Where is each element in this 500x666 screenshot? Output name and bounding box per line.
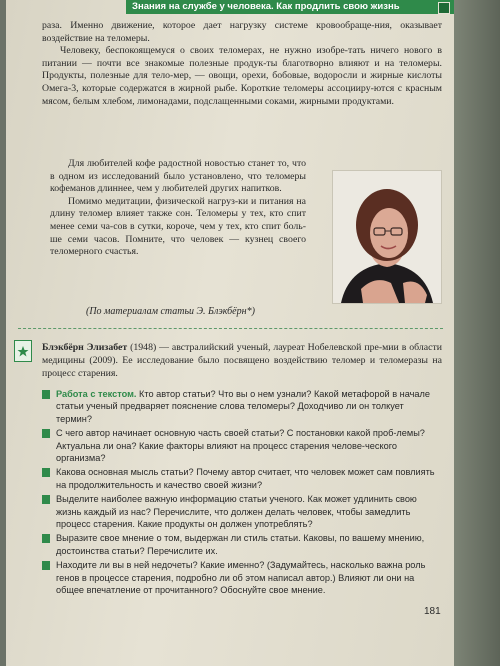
page-edge-shadow [454,0,500,666]
article-paragraph-3: Для любителей кофе радостной новостью станет то, что в одном из исследований было установлено, что теломеры кофеманов длиннее, чем у любителей других напитков. [50,158,306,195]
section-divider [18,328,443,329]
question-item [42,559,442,596]
page-number: 181 [424,606,441,617]
green-square-marker-icon [42,390,50,399]
question-text: Выделите наиболее важную информацию статьи ученого. Как может удлинить свою жизнь каждый из нас? Перечислите, что должен делать человек, чтобы замедлить процесс старения. Какие продукты он должен употреблять? [56,494,417,530]
green-square-marker-icon [42,468,50,477]
question-item [42,466,442,491]
author-bio-text: (1948) — австралийский ученый, лауреат Нобелевской пре-мии в области медицины (2009). Ее исследование было посвящено воздействию теломер и теломеразы на процесс старения. [42,342,442,379]
green-square-marker-icon [42,561,50,570]
question-text: Находите ли вы в ней недочеты? Какие именно? (Задумайтесь, насколько важна роль генов в процессе старения, подробно ли об этом написал автор.) Влияют ли они на общее впечатление от прочитанного? Обоснуйте свое мнение. [56,560,426,596]
green-square-marker-icon [42,429,50,438]
author-portrait-photo [332,170,442,304]
question-item [42,427,442,464]
green-square-marker-icon [42,495,50,504]
header-square-marker [438,2,450,14]
question-item [42,532,442,557]
author-bio-name: Блэкбёрн Элизабет [42,342,128,353]
author-bio-note [42,342,442,380]
textbook-page [6,0,454,666]
article-paragraph-4: Помимо медитации, физической нагруз-ки и питания на длину теломер влияет также сон. Теломеры у тех, кто спит менее семи ча-сов в сутки, короче, чем у тех, кто спит боль-ше семи часов. Помните, что человек — кузнец своего теломерного счастья. [50,195,306,258]
article-paragraph-1: раза. Именно движение, которое дает нагрузку системе кровообраще-ния, оказывает воздействие на теломеры. [42,20,442,44]
article-source-attribution: (По материалам статьи Э. Блэкбёрн*) [86,306,255,317]
question-text: Кто автор статьи? Что вы о нем узнали? Какой метафорой в начале статьи ученый предваряет пояснение слова теломеры? Доходчиво ли он толкует термин? [56,389,431,424]
questions-heading: Работа с текстом. [56,389,137,399]
article-block-top [42,20,442,108]
question-item [42,388,442,425]
article-block-side [50,158,306,259]
question-text: Выразите свое мнение о том, выдержан ли стиль статьи. Каковы, по вашему мнению, достоинства статьи? Перечислите их. [56,533,425,556]
question-text: С чего автор начинает основную часть своей статьи? С постановки какой проб-лемы? Актуальна ли она? Какие факторы влияют на процесс старения челове-ческого организма? [56,428,425,464]
bookmark-star-icon [14,340,32,362]
question-item [42,493,442,530]
article-paragraph-2: Человеку, беспокоящемуся о своих теломерах, не нужно изобре-тать ничего нового в питании — почти все знакомые полезные продук-ты благотворно влияют и на теломеры. Продукты, полезные для тело-мер, — овощи, орехи, бобовые, водоросли и жирные кислоты Омега-3, которые содержатся в жирной рыбе. Короткие теломеры ассоцииру-ются с красным мясом, белым хлебом, лимонадами, подслащенными соками, жирными продуктами. [42,45,442,107]
green-square-marker-icon [42,534,50,543]
question-text: Какова основная мысль статьи? Почему автор считает, что человек может сам повлиять на продолжительность и качество своей жизни? [56,467,435,490]
questions-list [42,388,442,599]
chapter-header: Знания на службе у человека. Как продлить свою жизнь [126,0,454,14]
